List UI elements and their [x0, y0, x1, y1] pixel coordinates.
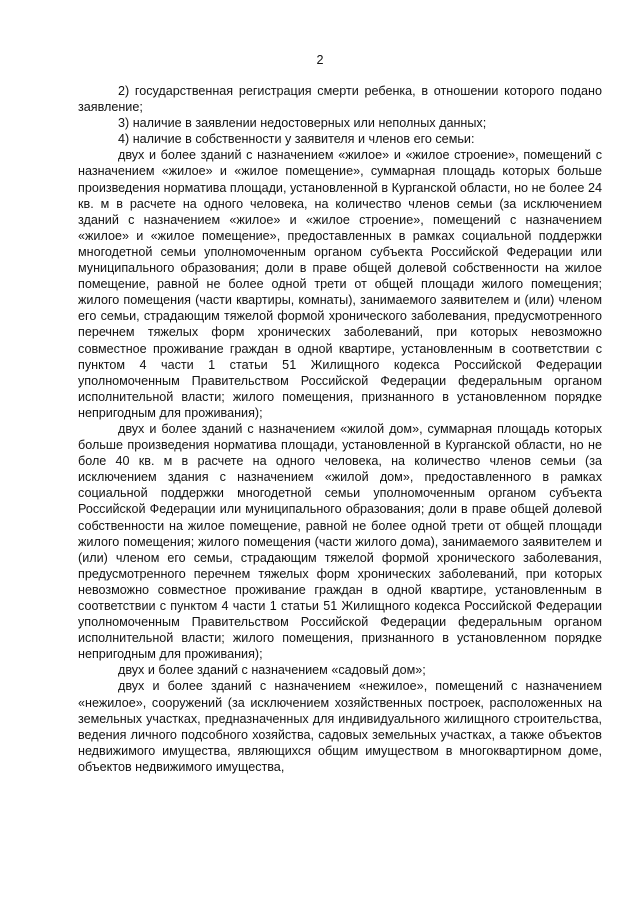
page-number: 2: [316, 53, 324, 67]
paragraph-residential-buildings: двух и более зданий с назначением «жилое» и «жилое строение», помещений с назначением «жилое» и «жилое помещение», суммарная площадь которых больше произведения норматива площади, установленной в Курганской области, но не более 24 кв. м в расчете на одного человека, на количество членов семьи (за исключением зданий с назначением «жилое» и «жилое строение», помещений с назначением «жилое» и «жилое помещение», предоставленных в рамках социальной поддержки многодетной семьи уполномоченным органом субъекта Российской Федерации или муниципального образования; доли в праве общей долевой собственности на жилое помещение, равной не более одной трети от общей площади жилого помещения; жилого помещения (части квартиры, комнаты), занимаемого заявителем и (или) членом его семьи, страдающим тяжелой формой хронического заболевания, предусмотренного перечнем тяжелых форм хронических заболеваний, при которых невозможно совместное проживание граждан в одной квартире, установленным в соответствии с пунктом 4 части 1 статьи 51 Жилищного кодекса Российской Федерации уполномоченным Правительством Российской Федерации федеральным органом исполнительной власти; жилого помещения, признанного в установленном порядке непригодным для проживания);: [78, 148, 602, 420]
paragraph-item-2: 2) государственная регистрация смерти ребенка, в отношении которого подано заявление;: [78, 84, 602, 115]
paragraph-non-residential: двух и более зданий с назначением «нежилое», помещений с назначением «нежилое», сооружений (за исключением хозяйственных построек, расположенных на земельных участках, предназначенных для индивидуального жилищного строительства, ведения личного подсобного хозяйства, садовых земельных участках, а также объектов недвижимого имущества, являющихся общим имуществом в многоквартирном доме, объектов недвижимого имущества,: [78, 679, 602, 774]
paragraph-item-3: 3) наличие в заявлении недостоверных или неполных данных;: [118, 116, 487, 131]
paragraph-item-4: 4) наличие в собственности у заявителя и членов его семьи:: [118, 132, 475, 147]
paragraph-residential-houses: двух и более зданий с назначением «жилой дом», суммарная площадь которых больше произведения норматива площади, установленной в Курганской области, но не боле 40 кв. м в расчете на одного человека, на количество членов семьи (за исключением здания с назначением «жилой дом», предоставленного в рамках социальной поддержки многодетной семьи уполномоченным органом субъекта Российской Федерации или муниципального образования; доли в праве общей долевой собственности на жилое помещение, равной не более одной трети от общей площади жилого помещения; жилого помещения (части жилого дома), занимаемого заявителем и (или) членом его семьи, страдающим тяжелой формой хронического заболевания, предусмотренного перечнем тяжелых форм хронических заболеваний, при которых невозможно совместное проживание граждан в одной квартире, установленным в соответствии с пунктом 4 части 1 статьи 51 Жилищного кодекса Российской Федерации уполномоченным Правительством Российской Федерации федеральным органом исполнительной власти; жилого помещения, признанного в установленном порядке непригодным для проживания);: [78, 421, 602, 662]
paragraph-garden-houses: двух и более зданий с назначением «садовый дом»;: [118, 663, 426, 678]
document-body: [78, 83, 602, 775]
